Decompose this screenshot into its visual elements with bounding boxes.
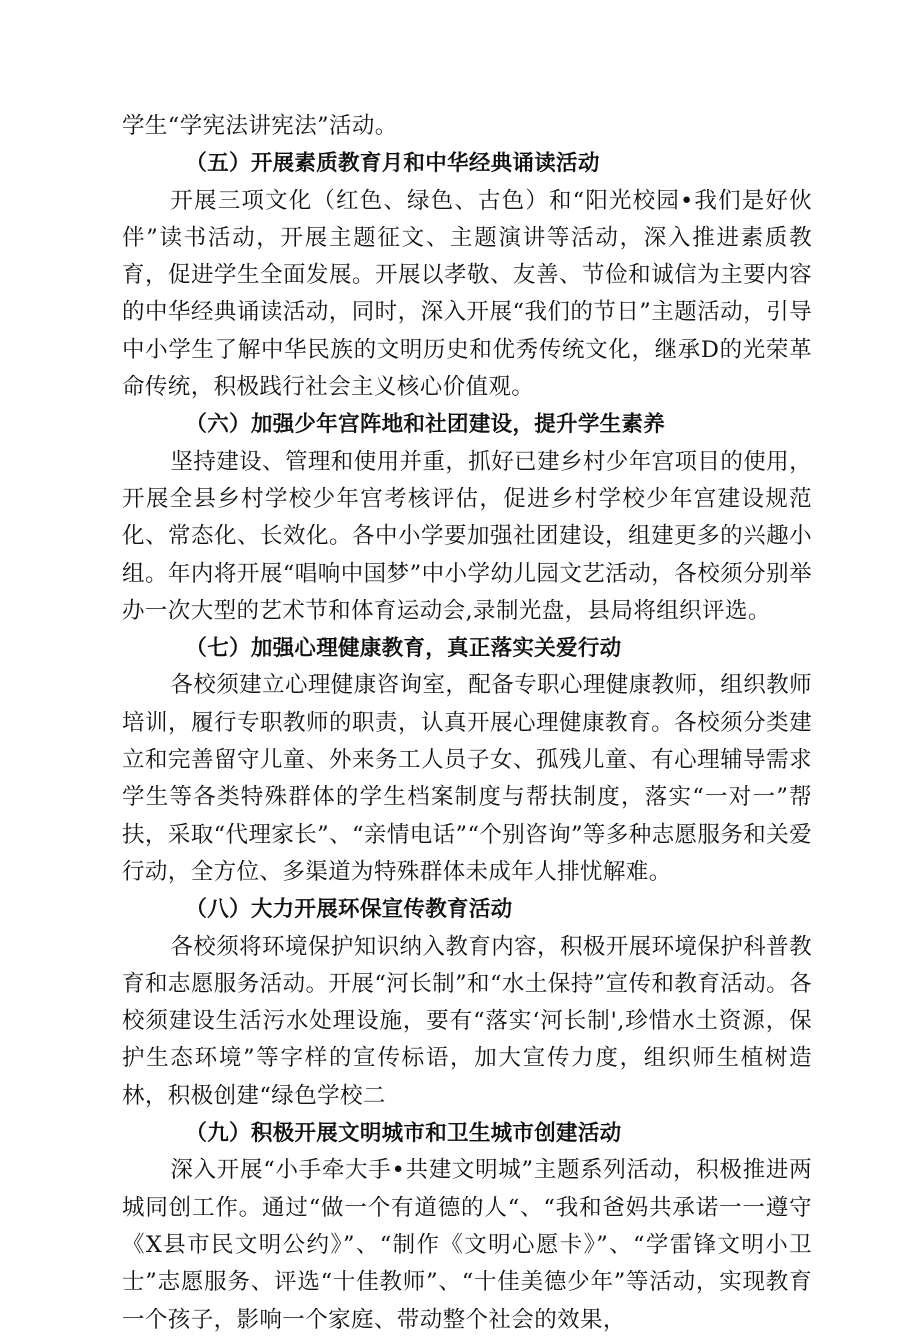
section-5-heading: （五）开展素质教育月和中华经典诵读活动 <box>185 151 600 177</box>
section-7-body: 各校须建立心理健康咨询室，配备专职心理健康教师，组织教师培训，履行专职教师的职责，认真开展心理健康教育。各校须分类建立和完善留守儿童、外来务工人员子女、孤残儿童、有心理辅导需求学生等各类特殊群体的学生档案制度与帮扶制度，落实“一对一”帮扶，采取“代理家长”、“亲情电话”“个别咨询”等多种志愿服务和关爱行动，全方位、多渠道为特殊群体未成年人排忧解难。 <box>122 672 812 885</box>
lead-paragraph: 学生“学宪法讲宪法”活动。 <box>122 113 398 139</box>
section-5-body: 开展三项文化（红色、绿色、古色）和“阳光校园•我们是好伙伴”读书活动，开展主题征文、主题演讲等活动，深入推进素质教育，促进学生全面发展。开展以孝敬、友善、节俭和诚信为主要内容的中华经典诵读活动，同时，深入开展“我们的节日”主题活动，引导中小学生了解中华民族的文明历史和优秀传统文化，继承D的光荣革命传统，积极践行社会主义核心价值观。 <box>122 187 812 401</box>
section-9-heading: （九）积极开展文明城市和卫生城市创建活动 <box>185 1121 622 1147</box>
section-6-body: 坚持建设、管理和使用并重，抓好已建乡村少年宫项目的使用，开展全县乡村学校少年宫考核评估，促进乡村学校少年宫建设规范化、常态化、长效化。各中小学要加强社团建设，组建更多的兴趣小组。年内将开展“唱响中国梦”中小学幼儿园文艺活动，各校须分别举办一次大型的艺术节和体育运动会,录制光盘，县局将组织评选。 <box>122 448 812 624</box>
section-8-heading: （八）大力开展环保宣传教育活动 <box>185 897 513 923</box>
document-page <box>122 108 812 1339</box>
section-6-heading: （六）加强少年宫阵地和社团建设，提升学生素养 <box>185 412 666 438</box>
section-7-heading: （七）加强心理健康教育，真正落实关爱行动 <box>185 636 622 662</box>
section-9-body: 深入开展“小手牵大手•共建文明城”主题系列活动，积极推进两城同创工作。通过“做一个有道德的人“、“我和爸妈共承诺一一遵守《X县市民文明公约》”、“制作《文明心愿卡》”、“学雷锋文明小卫士”志愿服务、评选“十佳教师”、“十佳美德少年”等活动，实现教育一个孩子，影响一个家庭、带动整个社会的效果， <box>122 1157 812 1333</box>
section-8-body: 各校须将环境保护知识纳入教育内容，积极开展环境保护科普教育和志愿服务活动。开展“河长制”和“水土保持”宣传和教育活动。各校须建设生活污水处理设施，要有“落实‘河长制',珍惜水土资源，保护生态环境”等字样的宣传标语，加大宣传力度，组织师生植树造林，积极创建“绿色学校二 <box>122 933 812 1109</box>
